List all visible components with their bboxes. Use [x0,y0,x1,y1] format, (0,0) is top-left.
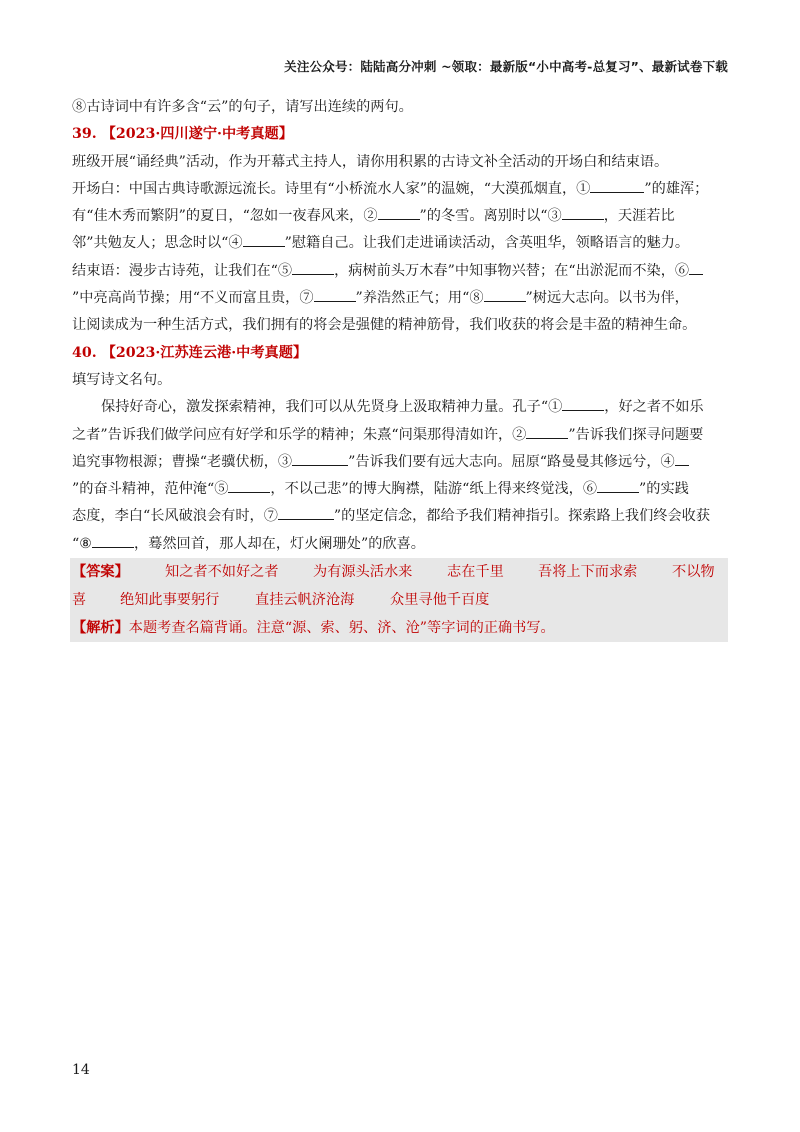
answer-row-2 [72,586,728,614]
q39-line-5: ”中亮高尚节操；用“不义而富且贵，⑦ ”养浩然正气；用“⑧ ”树远大志向。以书为伴， [72,285,728,312]
answer-item-8: 众里寻他千百度 [390,592,490,609]
answer-tag: 【答案】 [72,564,129,581]
q40-line-1: 保持好奇心，激发探索精神，我们可以从先贤身上汲取精神力量。孔子“① ，好之者不如乐 [72,394,728,421]
q39-line-2: 有“佳木秀而繁阴”的夏日，“忽如一夜春风来，② ”的冬雪。离别时以“③ ，天涯若比 [72,203,728,230]
blank-q40-5[interactable] [228,478,270,493]
blank-q40-8[interactable] [92,533,134,548]
q40-line-3: 追究事物根源；曹操“老骥伏枥，③ ”告诉我们要有远大志向。屈原“路曼曼其修远兮，④ [72,449,728,476]
blank-q40-6[interactable] [597,478,639,493]
blank-q40-7[interactable] [278,505,334,520]
blank-6[interactable] [689,260,703,275]
blank-q40-3[interactable] [292,451,348,466]
q40-line-2: 之者”告诉我们做学问应有好学和乐学的精神；朱熹“问渠那得清如许，② ”告诉我们探寻问题要 [72,422,728,449]
q40-number: 40. [72,344,97,361]
q39-source: 【2023·四川遂宁·中考真题】 [101,126,293,143]
analysis-row [72,614,555,642]
answer-row-1 [72,558,728,586]
q40-line-5: 态度，李白“长风破浪会有时，⑦ ”的坚定信念，都给予我们精神指引。探索路上我们终会收获 [72,503,728,530]
analysis-text: 本题考查名篇背诵。注意“源、索、躬、济、沧”等字词的正确书写。 [128,620,555,637]
q39-number: 39. [72,126,97,143]
q39-title [72,121,728,148]
q40-title [72,340,728,367]
q39-intro: 班级开展“诵经典”活动，作为开幕式主持人，请你用积累的古诗文补全活动的开场白和结束语。 [72,153,669,170]
q39-line-1: 开场白：中国古典诗歌源远流长。诗里有“小桥流水人家”的温婉，“大漠孤烟直，① ”的雄浑； [72,176,728,203]
q40-source: 【2023·江苏连云港·中考真题】 [101,344,308,361]
q39-line-3: 邻”共勉友人；思念时以“④ ”慰籍自己。让我们走进诵读活动，含英咀华，领略语言的魅力。 [72,230,728,257]
blank-q40-4[interactable] [675,451,689,466]
page-header: 关注公众号：陆陆高分冲刺 ~领取：最新版“小中高考-总复习”、最新试卷下载 [284,59,728,74]
analysis-tag: 【解析】 [72,620,129,637]
q40-line-6: “⑧ ，蓦然回首，那人却在，灯火阑珊处”的欣喜。 [72,531,728,558]
answer-box [70,558,728,642]
blank-q40-2[interactable] [526,424,568,439]
q39-line-6: 让阅读成为一种生活方式，我们拥有的将会是强健的精神筋骨，我们收获的将会是丰盈的精神生命。 [72,317,697,334]
q40-intro: 填写诗文名句。 [72,371,172,388]
q40-line-4: ”的奋斗精神，范仲淹“⑤ ，不以己悲”的博大胸襟，陆游“纸上得来终觉浅，⑥ ”的实践 [72,476,728,503]
blank-4[interactable] [243,232,285,247]
answer-item-5: 不以物 [672,564,715,581]
page-number: 14 [72,1062,90,1078]
q39-line-4: 结束语：漫步古诗苑，让我们在“⑤ ，病树前头万木春”中知事物兴替；在“出淤泥而不染，⑥ [72,258,728,285]
answer-item-6: 绝知此事要躬行 [120,592,220,609]
answer-item-2: 为有源头活水来 [313,564,413,581]
answer-item-5-cont: 喜 [72,592,87,609]
blank-2[interactable] [378,205,420,220]
document-body [72,94,728,642]
answer-item-4: 吾将上下而求索 [538,564,638,581]
blank-7[interactable] [314,287,356,302]
blank-1[interactable] [590,178,644,193]
blank-8[interactable] [484,287,526,302]
answer-item-3: 志在千里 [447,564,504,581]
answer-item-1: 知之者不如好之者 [165,564,279,581]
answer-item-7: 直挂云帆济沧海 [255,592,355,609]
blank-5[interactable] [292,260,334,275]
blank-q40-1[interactable] [562,396,604,411]
prev-question-8: ⑧古诗词中有许多含“云”的句子，请写出连续的两句。 [72,99,413,115]
blank-3[interactable] [562,205,604,220]
